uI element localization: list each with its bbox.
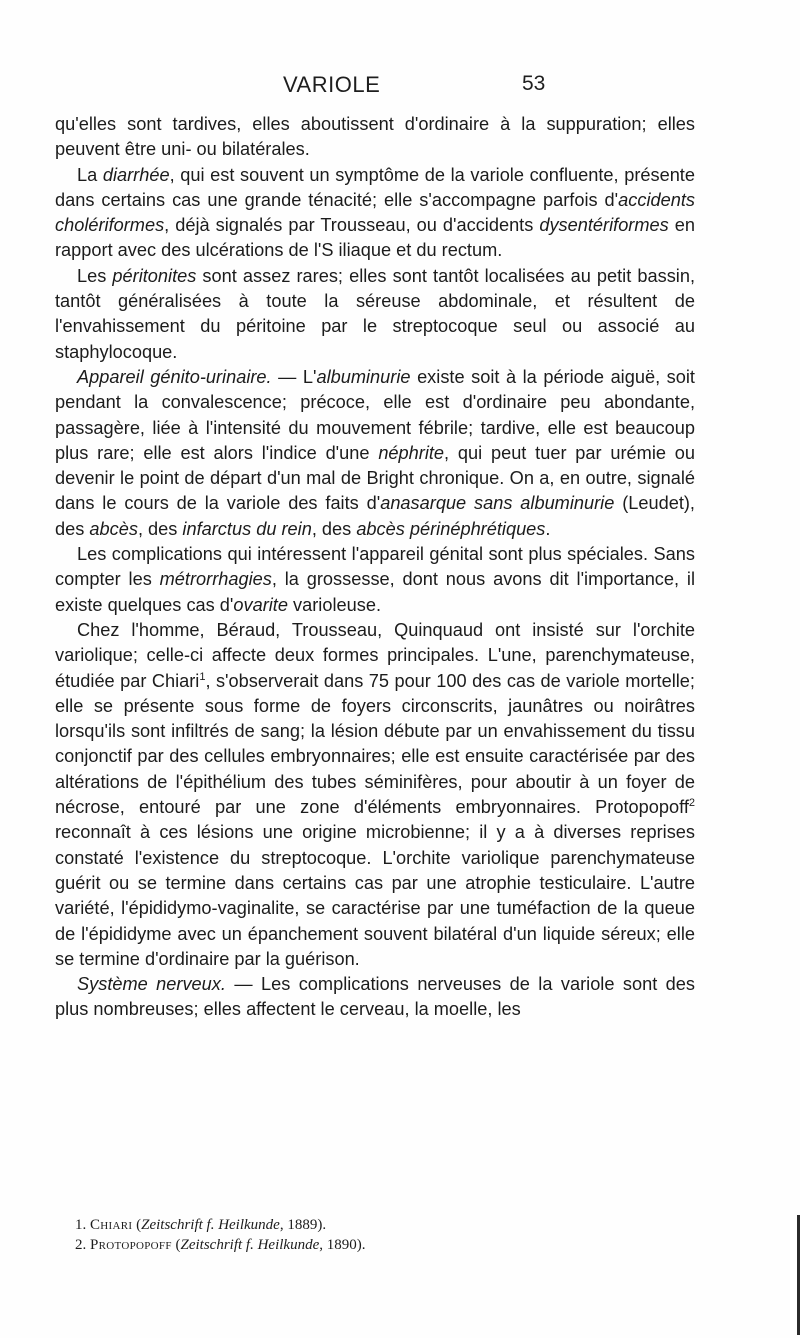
footnote-author: Protopopoff <box>90 1237 172 1253</box>
emphasis-text: accidents cholériformes <box>55 189 695 236</box>
footnote-punctuation: ( <box>171 1237 181 1253</box>
emphasis-text: péritonites <box>112 265 197 286</box>
text-run: , qui est souvent un symptôme de la variole confluente, présente dans certains cas une grande ténacité; elle s'accompagne parfois d' <box>55 164 695 210</box>
emphasis-text: Appareil génito-urinaire. <box>77 366 272 387</box>
footnote-year: , 1889). <box>279 1217 327 1233</box>
footnote-source: Zeitschrift f. Heilkunde <box>180 1237 320 1253</box>
text-run: , déjà signalés par Trousseau, ou d'accidents <box>164 215 540 236</box>
emphasis-text: dysentériformes <box>539 215 669 236</box>
page-number: 53 <box>522 72 546 95</box>
text-run: varioleuse. <box>287 594 381 615</box>
footnote-reference: 2 <box>688 796 695 809</box>
running-head <box>0 72 800 102</box>
emphasis-text: ovarite <box>233 594 288 615</box>
footnote <box>75 1215 675 1235</box>
running-title: VARIOLE <box>283 72 381 97</box>
text-run: , des <box>311 518 357 539</box>
paragraph <box>55 264 695 365</box>
footnote-source: Zeitschrift f. Heilkunde <box>141 1217 280 1233</box>
text-run: qu'elles sont tardives, elles aboutissent d'ordinaire à la suppuration; elles peuvent être uni- ou bilatérales. <box>55 114 695 160</box>
text-run: (Leudet), des <box>55 493 695 539</box>
text-run: La <box>77 164 103 185</box>
emphasis-text: albuminurie <box>316 366 411 387</box>
paragraph <box>55 972 695 1023</box>
text-run: Les <box>77 265 113 286</box>
text-run: Chez l'homme, Béraud, Trousseau, Quinquaud ont insisté sur l'orchite variolique; celle-ci affecte deux formes principales. L'une, parenchymateuse, étudiée par Chiari <box>55 619 695 691</box>
emphasis-text: diarrhée <box>102 164 170 185</box>
footnote-punctuation: ( <box>132 1217 142 1233</box>
emphasis-text: infarctus du rein <box>182 518 312 539</box>
text-run: Les complications qui intéressent l'appareil génital sont plus spéciales. Sans compter les <box>55 544 695 590</box>
footnote-number: 1. <box>75 1217 87 1233</box>
paragraph <box>55 618 695 972</box>
text-run: , qui peut tuer par urémie ou devenir le point de départ d'un mal de Bright chronique. On a, en outre, signalé dans le cours de la variole des faits d' <box>55 442 696 514</box>
text-run: . <box>545 518 551 539</box>
emphasis-text: Système nerveux. <box>77 974 226 995</box>
text-run: en rapport avec des ulcérations de l'S iliaque et du rectum. <box>55 215 695 261</box>
footnote-year: , 1890). <box>319 1237 366 1253</box>
footnote-reference: 1 <box>199 670 206 683</box>
paragraph <box>55 112 695 163</box>
text-run: , s'observerait dans 75 pour 100 des cas de variole mortelle; elle se présente sous forme de foyers circonscrits, jaunâtres ou noirâtres lorsqu'ils sont infiltrés de sang; la lésion débute par un envahissement du tissu conjonctif par des cellules embryonnaires; elle est ensuite caractérisée par des altérations de l'épithélium des tubes séminifères, pour aboutir à un foyer de nécrose, entouré par une zone d'éléments embryonnaires. Protopopoff <box>55 670 695 818</box>
text-run: reconnaît à ces lésions une origine microbienne; il y a à diverses reprises constaté l'existence du streptocoque. L'orchite variolique parenchymateuse guérit ou se termine dans certains cas par une atrophie testiculaire. L'autre variété, l'épididymo-vaginalite, se caractérise par une tuméfaction de la queue de l'épididyme avec un épanchement souvent bilatéral d'un liquide séreux; elle se termine d'ordinaire par la guérison. <box>55 822 695 969</box>
paragraph <box>55 163 695 264</box>
body-text <box>55 112 695 1023</box>
footnotes <box>75 1215 675 1255</box>
text-run: — L' <box>271 366 317 387</box>
paragraph <box>55 542 695 618</box>
emphasis-text: néphrite <box>378 442 445 463</box>
text-run: , des <box>137 518 183 539</box>
paragraph <box>55 365 695 542</box>
text-run: — Les complications nerveuses de la variole sont des plus nombreuses; elles affectent le cerveau, la moelle, les <box>55 974 696 1020</box>
emphasis-text: métrorrhagies <box>159 569 272 590</box>
emphasis-text: anasarque sans albuminurie <box>380 493 615 514</box>
footnote-number: 2. <box>75 1237 87 1253</box>
emphasis-text: abcès périnéphrétiques <box>356 518 546 539</box>
text-run: existe soit à la période aiguë, soit pendant la convalescence; précoce, elle est d'ordinaire peu abondante, passagère, liée à l'intensité du mouvement fébrile; tardive, elle est beaucoup plus rare; elle est alors l'indice d'une <box>55 366 695 463</box>
footnote <box>75 1235 675 1255</box>
footnote-author: Chiari <box>90 1217 133 1233</box>
emphasis-text: abcès <box>89 518 138 539</box>
text-run: , la grossesse, dont nous avons dit l'importance, il existe quelques cas d' <box>55 569 695 615</box>
text-run: sont assez rares; elles sont tantôt localisées au petit bassin, tantôt généralisées à toute la séreuse abdominale, et résultent de l'envahissement du péritoine par le streptocoque seul ou associé au staphylocoque. <box>55 265 695 362</box>
